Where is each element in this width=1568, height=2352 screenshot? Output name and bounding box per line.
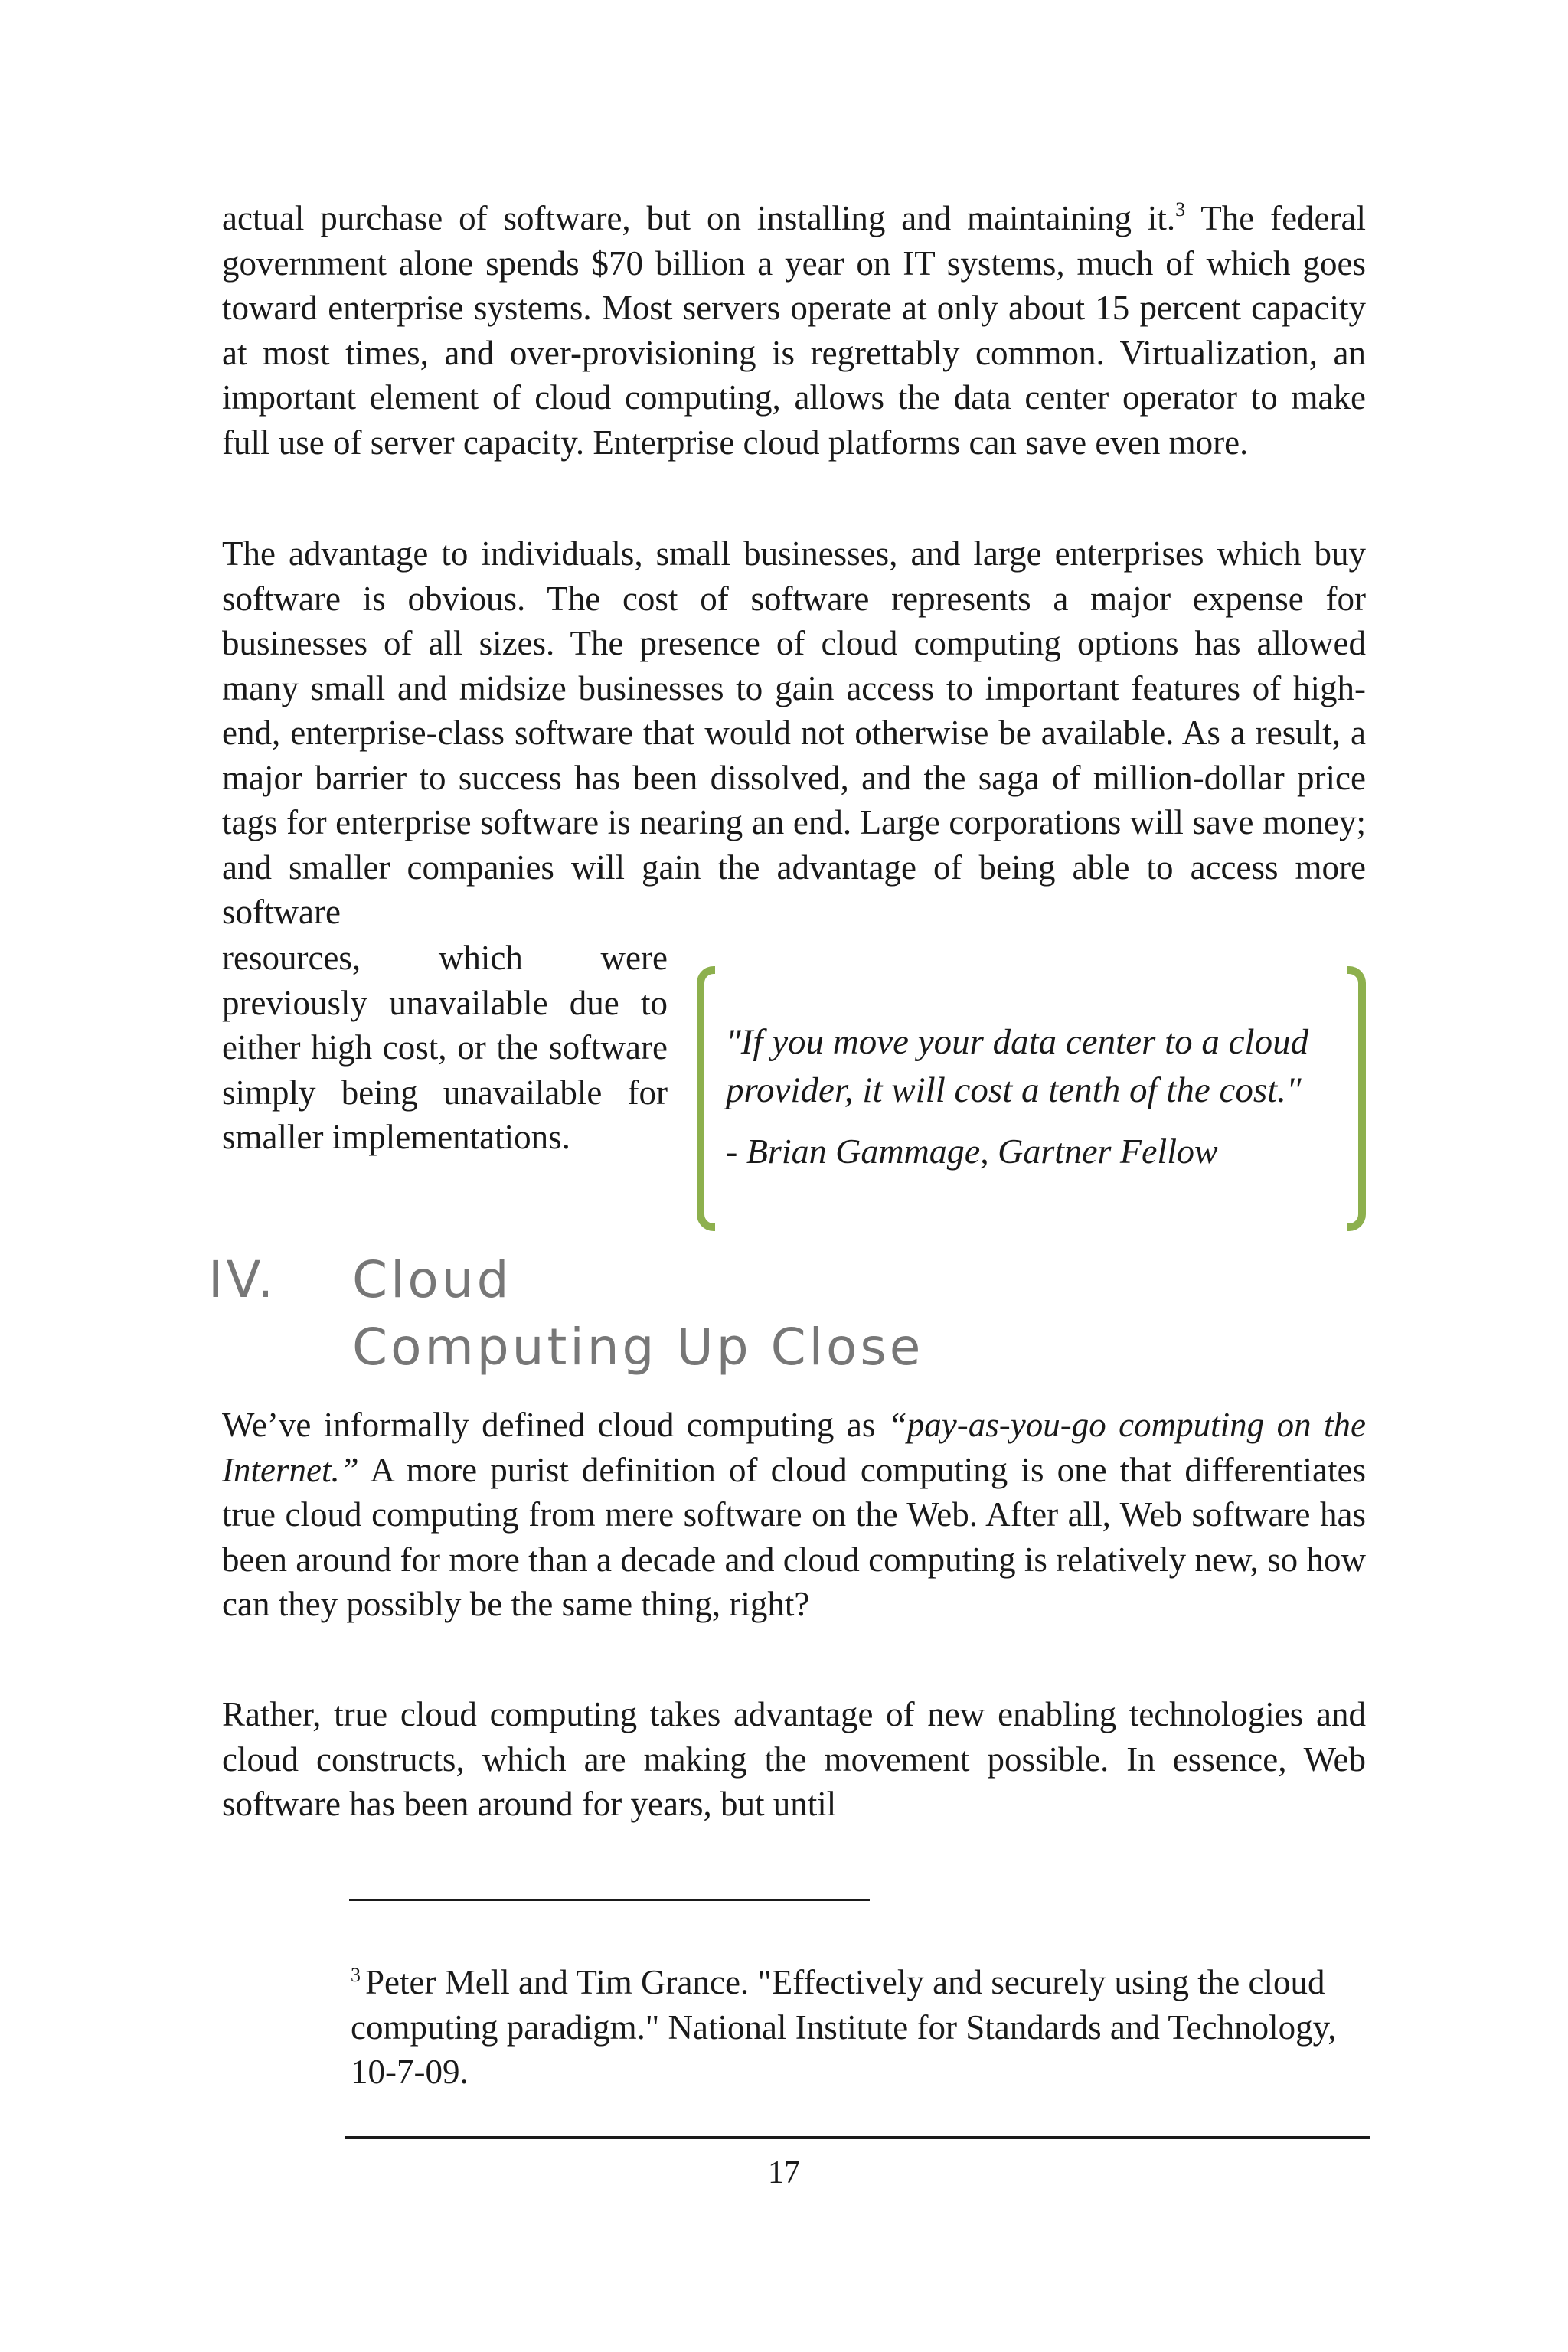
paragraph-text: The federal government alone spends $70 billion a year on IT systems, much of which goes toward enterprise systems. Most servers operate at only about 15 percent capacity at most times, and over-provisioning is regrettably common. Virtualization, an important element of cloud computing, allows the data center operator to make full use of server capacity. Enterprise cloud platforms can save even more.	[222, 199, 1366, 462]
section-title	[352, 1246, 1041, 1381]
page-number: 17	[768, 2155, 800, 2190]
footnote-reference: 3	[1175, 198, 1186, 220]
footnote	[351, 1960, 1369, 2095]
italic-definition: “pay-as-you-go computing on the Internet.”	[222, 1406, 1366, 1489]
section-title-line-2: Computing Up Close	[352, 1318, 924, 1377]
section-title-line-1: Cloud	[352, 1250, 512, 1309]
footnote-separator	[349, 1899, 870, 1901]
pull-quote-text: "If you move your data center to a cloud provider, it will cost a tenth of the cost."	[726, 1022, 1309, 1110]
body-paragraph-2-wrap: resources, which were previously unavailable due to either high cost, or the software simply being unavailable for smaller implementations.	[222, 939, 668, 1156]
body-paragraph-2: The advantage to individuals, small businesses, and large enterprises which buy software is obvious. The cost of software represents a major expense for businesses of all sizes. The presence of cloud computing options has allowed many small and midsize businesses to gain access to important features of high-end, enterprise-class software that would not otherwise be available. As a result, a major barrier to success has been dissolved, and the saga of million-dollar price tags for enterprise software is nearing an end. Large corporations will save money; and smaller companies will gain the advantage of being able to access more software	[222, 534, 1366, 931]
body-paragraph-4: Rather, true cloud computing takes advantage of new enabling technologies and cloud constructs, which are making the movement possible. In essence, Web software has been around for years, but until	[222, 1695, 1366, 1823]
section-number: IV.	[208, 1250, 277, 1309]
footnote-text: Peter Mell and Tim Grance. "Effectively and securely using the cloud computing paradigm." National Institute for Standards and Technology, 10-7-09.	[351, 1963, 1337, 2091]
left-bracket-decoration	[697, 966, 715, 1231]
paragraph-text: actual purchase of software, but on installing and maintaining it.	[222, 199, 1176, 237]
paragraph-text: A more purist definition of cloud computing is one that differentiates true cloud computing from mere software on the Web. After all, Web software has been around for more than a decade and cloud computing is relatively new, so how can they possibly be the same thing, right?	[222, 1450, 1366, 1623]
footnote-marker: 3	[351, 1964, 361, 1986]
paragraph-text: We’ve informally defined cloud computing as	[222, 1406, 888, 1444]
pull-quote	[697, 966, 1366, 1231]
page-footer-rule	[345, 2136, 1370, 2139]
right-bracket-decoration	[1348, 966, 1366, 1231]
body-paragraph-1	[222, 196, 1366, 465]
body-paragraph-3	[222, 1403, 1366, 1627]
pull-quote-attribution: - Brian Gammage, Gartner Fellow	[726, 1132, 1218, 1171]
